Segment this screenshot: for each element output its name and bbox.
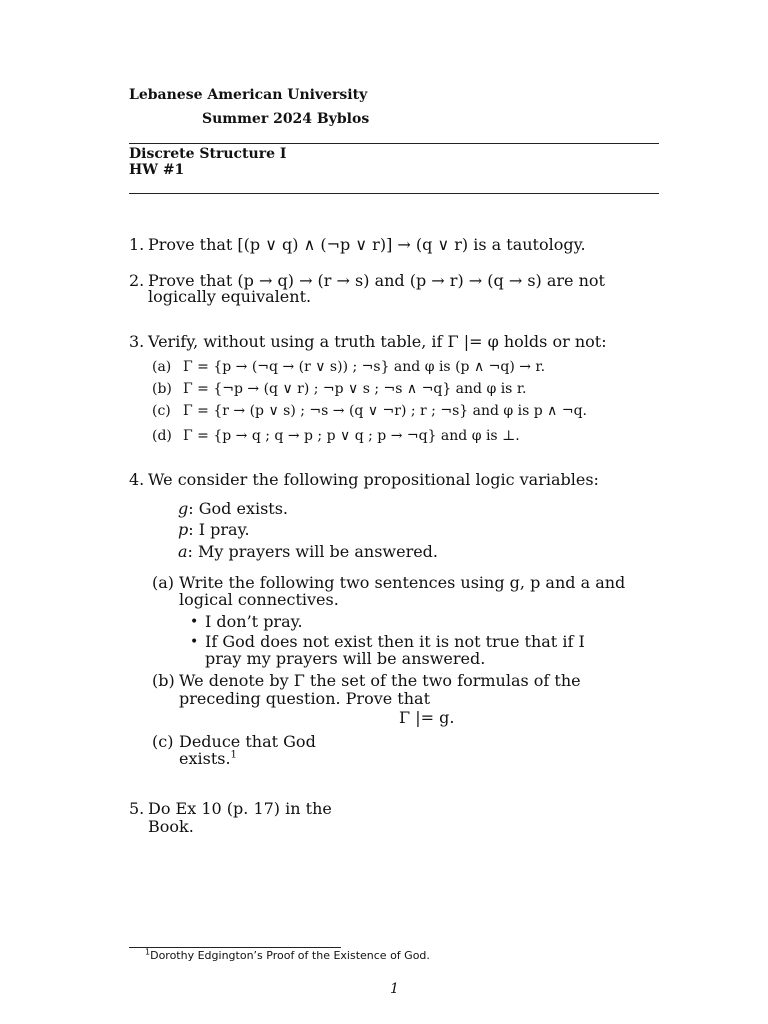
question-3-text: Verify, without using a truth table, if Γ |= φ holds or not:: [148, 332, 607, 351]
bullet-1-text: I don’t pray.: [205, 612, 303, 631]
question-3: [129, 332, 607, 351]
variable-g-desc: : God exists.: [188, 499, 289, 518]
variable-p-symbol: p: [178, 520, 189, 539]
question-3a: [152, 359, 545, 375]
question-3a-label: (a): [152, 359, 172, 375]
question-3b: [152, 381, 526, 397]
footnote: [145, 949, 430, 962]
variable-g: [178, 499, 288, 518]
question-4b-label: (b): [152, 671, 175, 690]
variable-p: [178, 520, 250, 539]
bullet-1-marker: •: [190, 614, 199, 630]
footnote-text: Dorothy Edgington’s Proof of the Existence of God.: [150, 949, 430, 962]
bullet-2-line-2: pray my prayers will be answered.: [205, 649, 486, 668]
question-3d-label: (d): [152, 428, 172, 444]
question-4b: [152, 671, 581, 690]
question-3c-label: (c): [152, 403, 171, 419]
university-name: Lebanese American University: [129, 87, 368, 103]
variable-a-desc: : My prayers will be answered.: [187, 542, 439, 561]
course-title: Discrete Structure I: [129, 146, 287, 162]
question-3d: [152, 428, 520, 444]
question-2-line-1: Prove that (p → q) → (r → s) and (p → r) → (q → s) are not: [148, 271, 605, 290]
question-3d-text: Γ = {p → q ; q → p ; p ∨ q ; p → ¬q} and φ is ⊥.: [183, 428, 520, 444]
hw-number: HW #1: [129, 162, 185, 178]
question-3b-label: (b): [152, 381, 172, 397]
question-4: [129, 470, 599, 489]
bullet-2-marker: •: [190, 634, 199, 650]
question-4b-formula: Γ |= g.: [399, 708, 455, 727]
question-2-number: 2.: [129, 271, 145, 290]
variable-a-symbol: a: [178, 542, 188, 561]
footnote-mark: 1: [145, 947, 151, 957]
footnote-rule: [129, 947, 341, 948]
question-4a-label: (a): [152, 573, 175, 592]
question-4b-line-2: preceding question. Prove that: [179, 689, 431, 708]
question-5-number: 5.: [129, 799, 145, 818]
variable-a: [178, 542, 438, 561]
question-4a-line-2: logical connectives.: [179, 590, 339, 609]
question-5: [129, 799, 332, 818]
question-3c-text: Γ = {r → (p ∨ s) ; ¬s → (q ∨ ¬r) ; r ; ¬s} and φ is p ∧ ¬q.: [183, 403, 588, 419]
question-4c-label: (c): [152, 732, 174, 751]
question-3a-text: Γ = {p → (¬q → (r ∨ s)) ; ¬s} and φ is (p ∧ ¬q) → r.: [183, 359, 546, 375]
question-1-text: Prove that [(p ∨ q) ∧ (¬p ∨ r)] → (q ∨ r) is a tautology.: [148, 235, 586, 254]
question-4b-line-1: We denote by Γ the set of the two formulas of the: [179, 671, 581, 690]
question-3b-text: Γ = {¬p → (q ∨ r) ; ¬p ∨ s ; ¬s ∧ ¬q} and φ is r.: [183, 381, 527, 397]
footnote-ref: 1: [230, 749, 237, 761]
question-4-text: We consider the following propositional logic variables:: [148, 470, 599, 489]
question-3-number: 3.: [129, 332, 145, 351]
variable-g-symbol: g: [178, 499, 189, 518]
header-rule-bottom: [129, 193, 659, 194]
term-label: Summer 2024 Byblos: [202, 111, 370, 127]
question-3c: [152, 403, 587, 419]
question-4a-line-1: Write the following two sentences using g, p and a and: [179, 573, 626, 592]
header-rule-top: [129, 143, 659, 144]
question-5-line-1: Do Ex 10 (p. 17) in the: [148, 799, 332, 818]
page-number: 1: [390, 981, 399, 997]
question-4c-line-1: Deduce that God: [179, 732, 316, 751]
question-4-number: 4.: [129, 470, 145, 489]
question-4c-line-2-wrap: [179, 749, 237, 768]
bullet-2-line-1: If God does not exist then it is not true that if I: [205, 632, 585, 651]
variable-p-desc: : I pray.: [188, 520, 250, 539]
question-4c-line-2: exists.: [179, 749, 231, 768]
question-2-line-2: logically equivalent.: [148, 287, 312, 306]
question-1: [129, 235, 586, 254]
question-1-number: 1.: [129, 235, 145, 254]
question-5-line-2: Book.: [148, 817, 194, 836]
